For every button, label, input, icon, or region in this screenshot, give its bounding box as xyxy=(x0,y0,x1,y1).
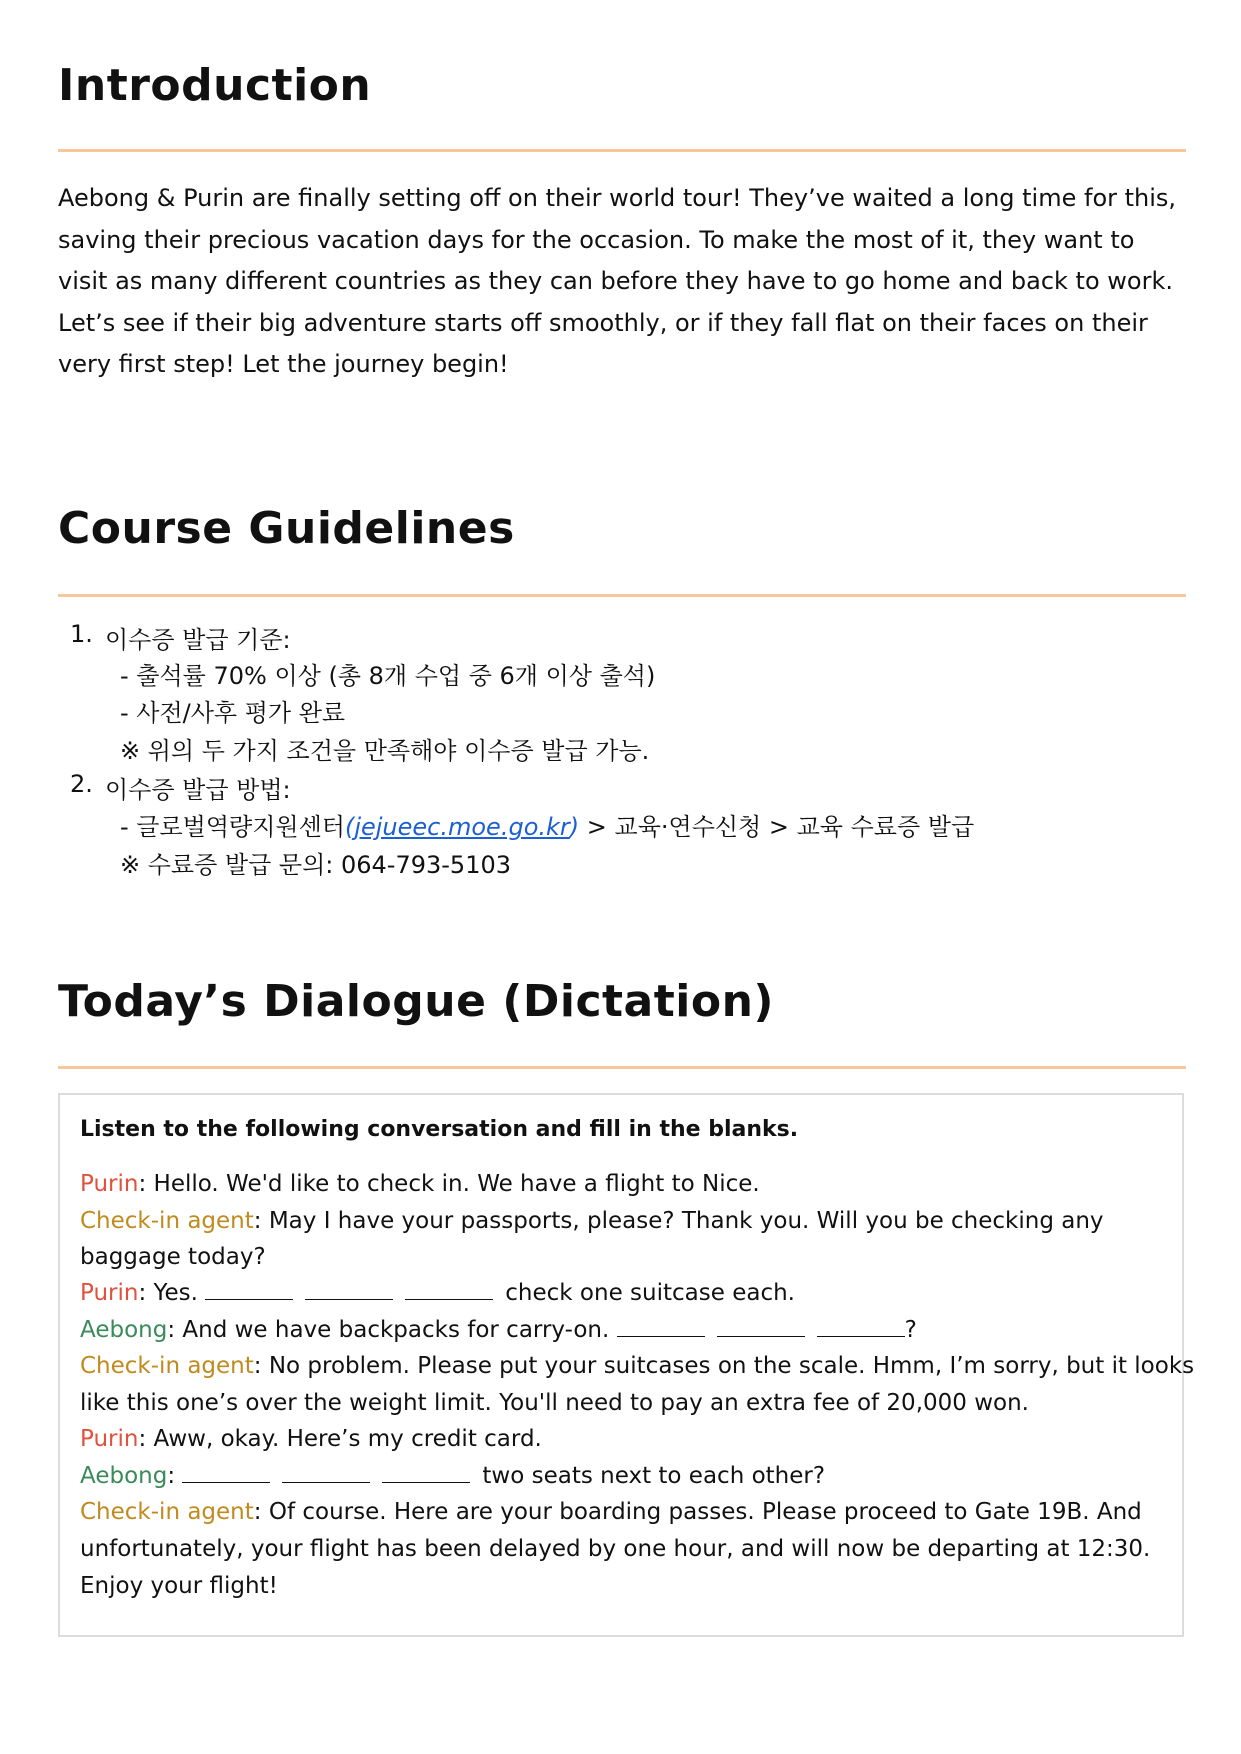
dialogue-line xyxy=(80,1499,1142,1525)
dialogue-line xyxy=(80,1244,266,1270)
intro-line: Let’s see if their big adventure starts off smoothly, or if they fall flat on their faces on their xyxy=(58,308,1148,337)
guideline-text: > 교육·연수신청 > 교육 수료증 발급 xyxy=(579,813,975,841)
dialogue-text: : xyxy=(167,1463,183,1489)
dialogue-text: like this one’s over the weight limit. You'll need to pay an extra fee of 20,000 won. xyxy=(80,1390,1029,1416)
guidelines-divider xyxy=(58,594,1186,597)
blank-field[interactable] xyxy=(717,1318,805,1337)
dialogue-text: : Yes. xyxy=(138,1280,206,1306)
dictation-instruction: Listen to the following conversation and fill in the blanks. xyxy=(80,1117,799,1142)
intro-line: visit as many different countries as they can before they have to go home and back to work. xyxy=(58,267,1173,295)
dialogue-text: check one suitcase each. xyxy=(505,1280,795,1306)
dialogue-divider xyxy=(58,1066,1186,1069)
center-website-link[interactable]: jejueec.moe.go.kr xyxy=(354,813,570,841)
speaker-agent: Check-in agent xyxy=(80,1208,254,1234)
dialogue-text: : And we have backpacks for carry-on. xyxy=(167,1317,617,1343)
intro-divider xyxy=(58,149,1186,152)
blank-field[interactable] xyxy=(305,1281,393,1300)
dictation-box xyxy=(58,1093,1195,1637)
guideline-subitem: - 사전/사후 평가 완료 xyxy=(120,699,346,727)
speaker-agent: Check-in agent xyxy=(80,1499,254,1525)
intro-line: saving their precious vacation days for the occasion. To make the most of it, they want to xyxy=(58,225,1135,254)
dialogue-text: baggage today? xyxy=(80,1244,266,1270)
blank-field[interactable] xyxy=(382,1464,470,1483)
blank-field[interactable] xyxy=(182,1464,270,1483)
guideline-item-heading: 이수증 발급 기준: xyxy=(105,626,291,654)
intro-title: Introduction xyxy=(58,60,372,111)
dialogue-line xyxy=(80,1171,760,1197)
dialogue-line xyxy=(80,1536,1150,1562)
blank-field[interactable] xyxy=(205,1281,293,1300)
dialogue-line xyxy=(80,1426,542,1452)
dialogue-line xyxy=(80,1317,917,1343)
dialogue-line xyxy=(80,1463,825,1489)
blank-field[interactable] xyxy=(405,1281,493,1300)
link-paren: ) xyxy=(569,813,580,841)
list-number: 2. xyxy=(70,770,93,798)
dialogue-text: ? xyxy=(904,1317,917,1343)
list-number: 1. xyxy=(70,620,93,648)
intro-paragraph xyxy=(58,178,1186,386)
speaker-purin: Purin xyxy=(80,1426,139,1452)
speaker-aebong: Aebong xyxy=(80,1463,168,1489)
dialogue-text: : May I have your passports, please? Thank you. Will you be checking any xyxy=(253,1208,1104,1234)
blank-field[interactable] xyxy=(617,1318,705,1337)
guideline-subitem: - 출석률 70% 이상 (총 8개 수업 중 6개 이상 출석) xyxy=(120,662,656,690)
link-paren: ( xyxy=(344,813,355,841)
speaker-aebong: Aebong xyxy=(80,1317,168,1343)
dialogue-text: : No problem. Please put your suitcases on the scale. Hmm, I’m sorry, but it looks xyxy=(253,1353,1195,1379)
dialogue-text: two seats next to each other? xyxy=(482,1463,826,1489)
dialogue-title: Today’s Dialogue (Dictation) xyxy=(58,976,775,1027)
intro-line: Aebong & Purin are finally setting off on their world tour! They’ve waited a long time for this, xyxy=(58,184,1177,212)
guideline-text: - 글로벌역량지원센터 xyxy=(120,813,345,841)
dialogue-line xyxy=(80,1353,1194,1379)
dialogue-text: : Hello. We'd like to check in. We have a flight to Nice. xyxy=(138,1171,760,1197)
dialogue-text: unfortunately, your flight has been delayed by one hour, and will now be departing at 12:30. xyxy=(80,1536,1151,1562)
dialogue-line xyxy=(80,1208,1104,1234)
speaker-purin: Purin xyxy=(80,1280,139,1306)
blank-field[interactable] xyxy=(817,1318,905,1337)
blank-field[interactable] xyxy=(282,1464,370,1483)
dialogue-text: Enjoy your flight! xyxy=(80,1573,278,1599)
dialogue-line xyxy=(80,1390,1029,1416)
dialogue-text: : Of course. Here are your boarding passes. Please proceed to Gate 19B. And xyxy=(253,1499,1142,1525)
guideline-subitem xyxy=(120,807,974,842)
dialogue-text: : Aww, okay. Here’s my credit card. xyxy=(138,1426,542,1452)
dialogue-line xyxy=(80,1573,278,1599)
guideline-note: ※ 위의 두 가지 조건을 만족해야 이수증 발급 가능. xyxy=(120,737,650,765)
speaker-agent: Check-in agent xyxy=(80,1353,254,1379)
guideline-note: ※ 수료증 발급 문의: 064-793-5103 xyxy=(120,851,512,879)
dialogue-line xyxy=(80,1280,795,1306)
guidelines-title: Course Guidelines xyxy=(58,503,515,554)
speaker-purin: Purin xyxy=(80,1171,139,1197)
intro-line: very first step! Let the journey begin! xyxy=(58,350,509,378)
guideline-item-heading: 이수증 발급 방법: xyxy=(105,776,291,804)
